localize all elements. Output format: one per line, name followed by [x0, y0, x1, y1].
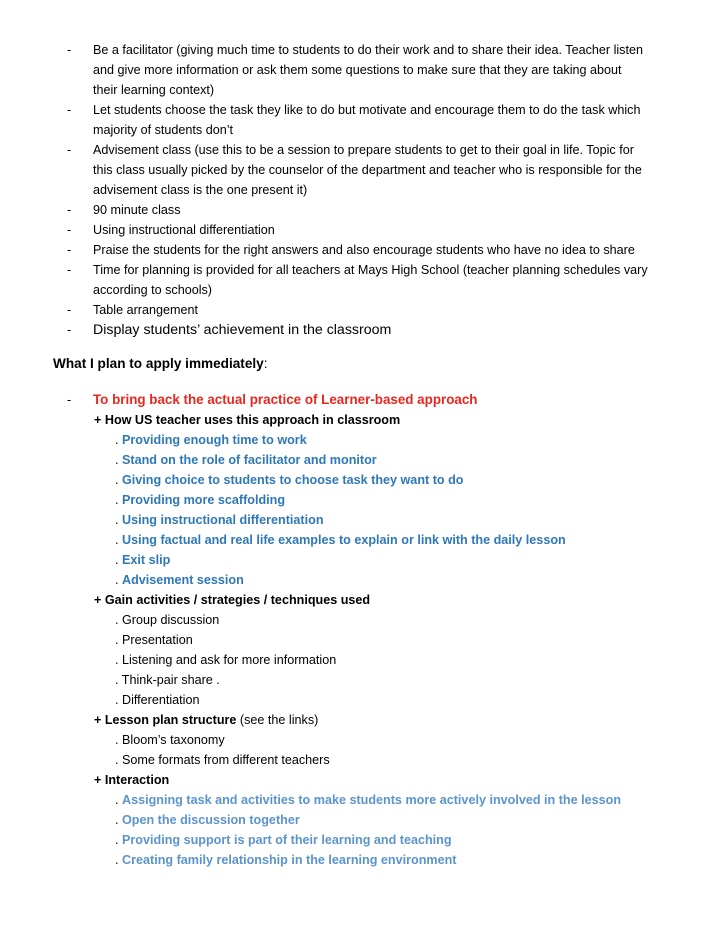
list-item: . Creating family relationship in the learning environment — [115, 853, 457, 867]
list-item-text: Advisement class (use this to be a session to prepare students to get to their goal in life. Topic for — [93, 143, 634, 157]
list-item: . Exit slip — [115, 553, 171, 567]
list-item: . Providing enough time to work — [115, 433, 307, 447]
list-item — [67, 40, 687, 100]
list-item-text: majority of students don’t — [93, 123, 234, 137]
list-item: . Some formats from different teachers — [115, 753, 330, 767]
list-item-text: according to schools) — [93, 283, 213, 297]
list-item — [67, 240, 687, 260]
list-item-text: this class usually picked by the counselor of the department and teacher who is responsible for the — [93, 163, 642, 177]
list-item: . Providing more scaffolding — [115, 493, 286, 507]
subsection-title: + Lesson plan structure (see the links) — [94, 713, 319, 727]
list-item-text: Be a facilitator (giving much time to students to do their work and to share their idea. Teacher listen — [93, 43, 643, 57]
list-item — [67, 100, 687, 140]
list-item-text: Table arrangement — [93, 303, 199, 317]
plan-title-row — [67, 390, 687, 410]
list-item: . Group discussion — [115, 613, 220, 627]
list-item-text: Let students choose the task they like to do but motivate and encourage them to do the task which — [93, 103, 641, 117]
subsection-title: + How US teacher uses this approach in classroom — [94, 413, 401, 427]
section-heading — [53, 356, 268, 371]
list-item: . Open the discussion together — [115, 813, 300, 827]
list-item — [67, 300, 687, 320]
list-item: . Using instructional differentiation — [115, 513, 324, 527]
plan-list — [67, 390, 687, 870]
list-item — [67, 200, 687, 220]
bullet-dash: - — [67, 103, 72, 117]
list-item — [67, 140, 687, 200]
list-item — [67, 220, 687, 240]
section-heading-text: What I plan to apply immediately — [53, 356, 264, 371]
bullet-dash: - — [67, 243, 72, 257]
bullet-dash: - — [67, 263, 72, 277]
bullet-dash: - — [67, 323, 72, 337]
list-item: . Think-pair share . — [115, 673, 220, 687]
list-item: . Presentation — [115, 633, 193, 647]
list-item-text: Time for planning is provided for all teachers at Mays High School (teacher planning schedules vary — [93, 263, 648, 277]
list-item: . Assigning task and activities to make students more actively involved in the lesson — [115, 793, 622, 807]
subsection-title: + Interaction — [94, 773, 170, 787]
list-item: . Providing support is part of their learning and teaching — [115, 833, 452, 847]
list-item-text: Using instructional differentiation — [93, 223, 275, 237]
bullet-dash: - — [67, 223, 72, 237]
bullet-dash: - — [67, 143, 72, 157]
list-item-text: and give more information or ask them some questions to make sure that they are taking about — [93, 63, 622, 77]
bullet-dash: - — [67, 393, 72, 407]
section-heading-colon: : — [263, 356, 268, 371]
list-item-text: their learning context) — [93, 83, 215, 97]
list-item-text: Display students’ achievement in the classroom — [93, 322, 392, 338]
list-item-text: Praise the students for the right answers and also encourage students who have no idea to share — [93, 243, 635, 257]
bullet-dash: - — [67, 43, 72, 57]
list-item-text: 90 minute class — [93, 203, 181, 217]
list-item — [67, 320, 687, 340]
subsection-note: (see the links) — [236, 713, 319, 727]
list-item: . Bloom’s taxonomy — [115, 733, 225, 747]
list-item: . Differentiation — [115, 693, 200, 707]
bullet-dash: - — [67, 203, 72, 217]
list-item: . Giving choice to students to choose task they want to do — [115, 473, 464, 487]
list-item — [67, 260, 687, 300]
list-item-text: advisement class is the one present it) — [93, 183, 308, 197]
list-item: . Advisement session — [115, 573, 244, 587]
plan-title: To bring back the actual practice of Learner-based approach — [93, 392, 478, 407]
subsection-title: + Gain activities / strategies / techniques used — [94, 593, 371, 607]
list-item: . Listening and ask for more information — [115, 653, 337, 667]
list-item: . Using factual and real life examples to explain or link with the daily lesson — [115, 533, 566, 547]
list-item: . Stand on the role of facilitator and monitor — [115, 453, 377, 467]
bullet-dash: - — [67, 303, 72, 317]
bullet-list — [67, 40, 687, 340]
